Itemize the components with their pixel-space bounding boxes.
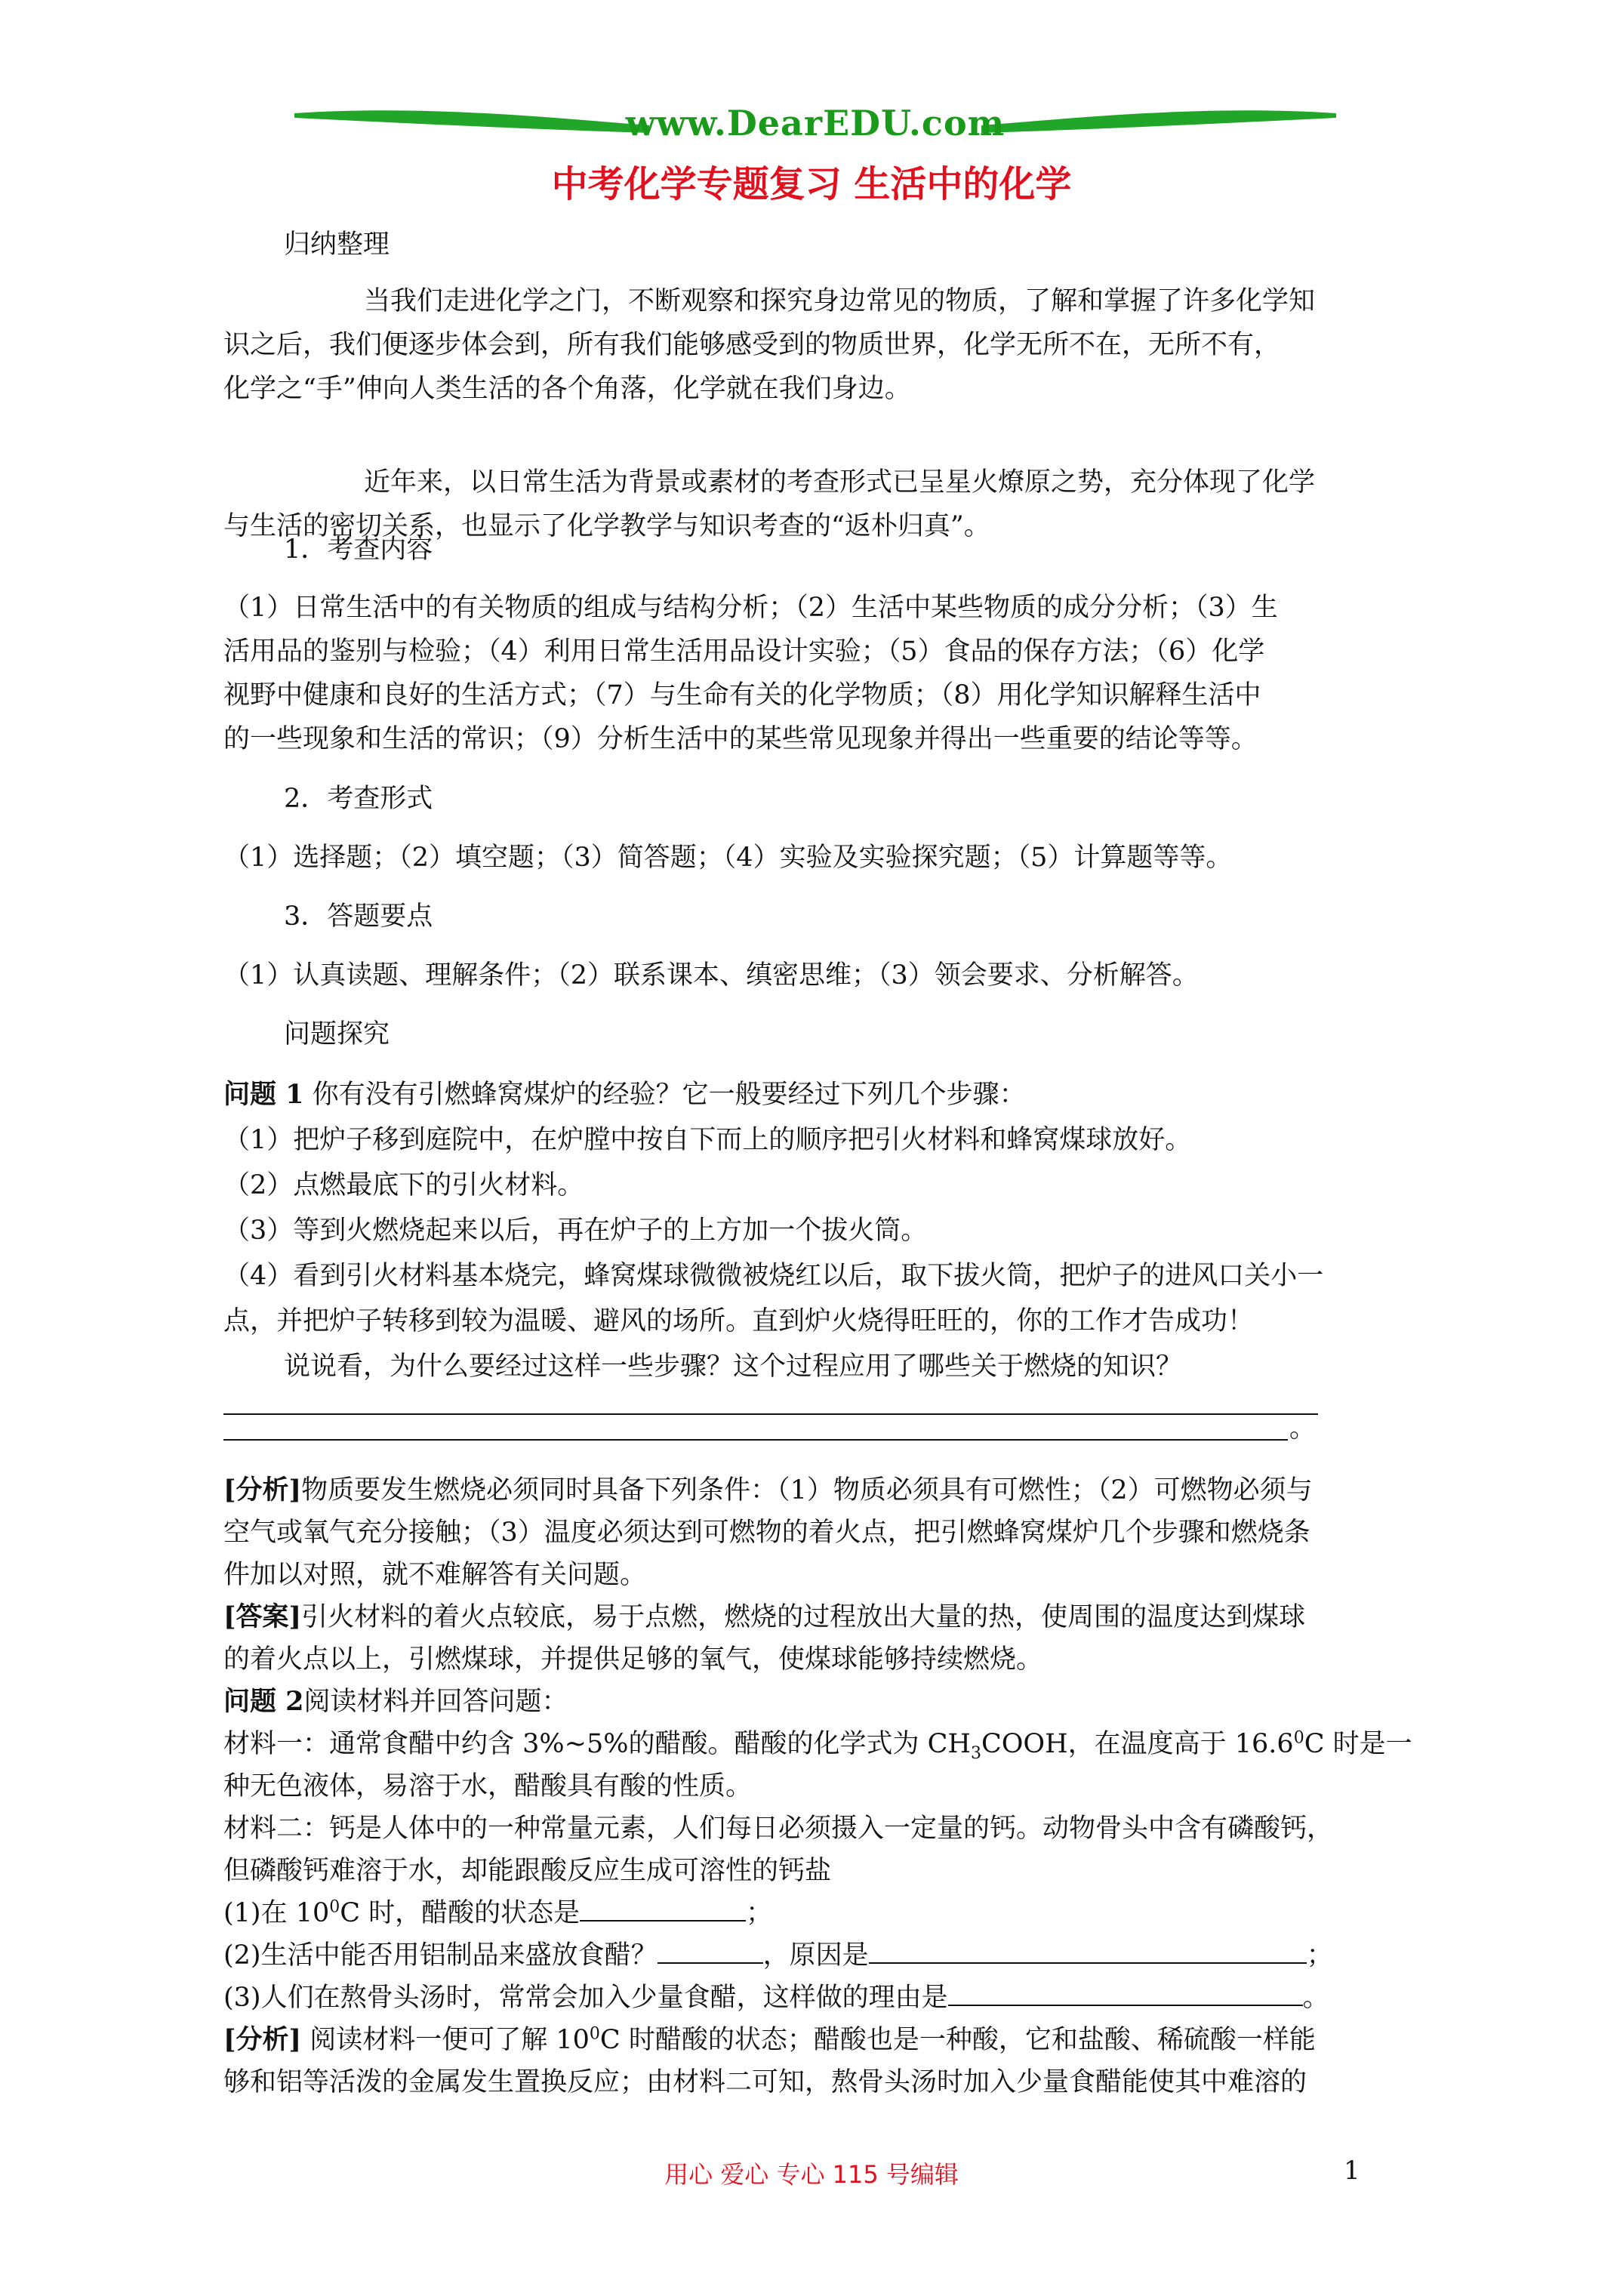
answer-line-1 [223, 1413, 1318, 1415]
question-label: 问题 1 [223, 1079, 304, 1110]
question-2-intro: 问题 2阅读材料并回答问题： [223, 1686, 568, 1717]
section-2-heading: 2．考查形式 [284, 784, 433, 814]
page-number: 1 [1344, 2156, 1360, 2186]
text-line: 够和铝等活泼的金属发生置换反应；由材料二可知，熬骨头汤时加入少量食醋能使其中难溶的 [223, 2067, 1307, 2097]
question-2-analysis: [分析] 阅读材料一便可了解 $10^0C$ 时醋酸的状态；醋酸也是一种酸，它和盐酸、稀硫酸一样能 [223, 2024, 1316, 2055]
intro-paragraph-1 [223, 279, 1315, 411]
text-line: 活用品的鉴别与检验；（4）利用日常生活用品设计实验；（5）食品的保存方法；（6）化学 [223, 636, 1265, 667]
question-1-answer: [答案]引火材料的着火点较底，易于点燃，燃烧的过程放出大量的热，使周围的温度达到煤球 [223, 1601, 1306, 1632]
answer-line-end: 。 [1289, 1413, 1317, 1444]
text-line: 种无色液体，易溶于水，醋酸具有酸的性质。 [223, 1771, 753, 1801]
summary-heading: 归纳整理 [284, 230, 390, 260]
material-1: 材料一：通常食醋中约含 3%~5%的醋酸。醋酸的化学式为 $CH_3COOH$，在温度高于 16.6$^0$C 时是一 [223, 1728, 1412, 1763]
section-3-content: （1）认真读题、理解条件；（2）联系课本、缜密思维；（3）领会要求、分析解答。 [223, 960, 1199, 991]
site-url: www.DearEDU.com [625, 103, 1006, 143]
section-3-heading: 3．答题要点 [284, 901, 433, 932]
text-line: 与生活的密切关系，也显示了化学教学与知识考查的“返朴归真”。 [223, 511, 990, 541]
question-1-intro: 问题 1 你有没有引燃蜂窝煤炉的经验？它一般要经过下列几个步骤： [223, 1079, 1026, 1110]
step-3: （3）等到火燃烧起来以后，再在炉子的上方加一个拔火筒。 [223, 1216, 928, 1246]
text-line: 件加以对照，就不难解答有关问题。 [223, 1560, 647, 1590]
question-label: 问题 2 [223, 1686, 304, 1717]
text-line: 识之后，我们便逐步体会到，所有我们能够感受到的物质世界，化学无所不在，无所不有， [223, 330, 1281, 360]
site-banner [294, 97, 1336, 149]
blank-1[interactable] [580, 1897, 746, 1922]
analysis-label: [分析] [223, 1475, 302, 1505]
text-line: 视野中健康和良好的生活方式；（7）与生命有关的化学物质；（8）用化学知识解释生活中 [223, 680, 1261, 710]
section-2-content: （1）选择题；（2）填空题；（3）简答题；（4）实验及实验探究题；（5）计算题等等。 [223, 843, 1233, 873]
step-2: （2）点燃最底下的引火材料。 [223, 1170, 584, 1200]
page-title: 中考化学专题复习 生活中的化学 [551, 163, 1072, 205]
section-1-heading: 1．考查内容 [284, 535, 433, 565]
text-line: （1）日常生活中的有关物质的组成与结构分析；（2）生活中某些物质的成分分析；（3）生 [223, 593, 1278, 623]
sub-question-1: (1)在 $10^0C$ 时，醋酸的状态是 ； [223, 1897, 773, 1928]
text-line: 当我们走进化学之门，不断观察和探究身边常见的物质，了解和掌握了许多化学知 [364, 286, 1316, 316]
text-line: 空气或氧气充分接触；（3）温度必须达到可燃物的着火点，把引燃蜂窝煤炉几个步骤和燃烧条 [223, 1518, 1310, 1548]
text-line: 的着火点以上，引燃煤球，并提供足够的氧气，使煤球能够持续燃烧。 [223, 1644, 1043, 1675]
step-1: （1）把炉子移到庭院中，在炉膛中按自下而上的顺序把引火材料和蜂窝煤球放好。 [223, 1125, 1192, 1155]
blank-4[interactable] [948, 1982, 1303, 2006]
question-1 [223, 1072, 1323, 1389]
question-1-analysis: [分析]物质要发生燃烧必须同时具备下列条件：（1）物质必须具有可燃性；（2）可燃物必须与 空气或氧气充分接触；（3）温度必须达到可燃物的着火点，把引燃蜂窝煤炉几个步骤和燃烧条 件加以对照，就不难解答有关问题。 [答案]引火材料的着火点较底，易于点燃，燃烧的过程放出大量的热，使周围的温度达到煤球 的着火点以上，引燃煤球，并提供足够的氧气，使煤球能够持续燃烧。 问题 2阅读材料并回答问题： 材料一：通常食醋中约含 3%~5%的醋酸。醋酸的化学式为 $CH_3COOH$，在温度高于 16.6$^0$C 时是一 种无色液体，易溶于水，醋酸具有酸的性质。 材料二：钙是人体中的一种常量元素，人们每日必须摄入一定量的钙。动物骨头中含有磷酸钙， 但磷酸钙难溶于水，却能跟酸反应生成可溶性的钙盐 (1)在 $10^0C$ 时，醋酸的状态是 ； (2)生活中能否用铝制品来盛放食醋？ ，原因是 ； (3)人们在熬骨头汤时，常常会加入少量食醋，这样做的理由是 。 [分析] 阅读材料一便可了解 $10^0C$ 时醋酸的状态；醋酸也是一种酸，它和盐酸、稀硫酸一样能 够和铝等活泼的金属发生置换反应；由材料二可知，熬骨头汤时加入少量食醋能使其中难溶的 [223, 1469, 1412, 2103]
section-1-content [223, 586, 1278, 761]
blank-2[interactable] [658, 1940, 763, 1964]
step-4-cont: 点，并把炉子转移到较为温暖、避风的场所。直到炉火烧得旺旺的，你的工作才告成功！ [223, 1306, 1255, 1336]
text-line: 近年来，以日常生活为背景或素材的考查形式已呈星火燎原之势，充分体现了化学 [364, 467, 1316, 498]
analysis-label: [分析] [223, 2024, 302, 2055]
answer-line-2 [223, 1439, 1288, 1441]
sub-question-2: (2)生活中能否用铝制品来盛放食醋？ ，原因是 ； [223, 1940, 1333, 1971]
blank-3[interactable] [869, 1940, 1307, 1964]
text-line: 的一些现象和生活的常识；（9）分析生活中的某些常见现象并得出一些重要的结论等等。 [223, 724, 1258, 754]
text-line: 但磷酸钙难溶于水，却能跟酸反应生成可溶性的钙盐 [223, 1856, 832, 1886]
material-2: 材料二：钙是人体中的一种常量元素，人们每日必须摄入一定量的钙。动物骨头中含有磷酸钙， [223, 1814, 1334, 1844]
answer-label: [答案] [223, 1601, 302, 1632]
text-line: 化学之“手”伸向人类生活的各个角落，化学就在我们身边。 [223, 374, 911, 404]
page-footer: 用心 爱心 专心 115 号编辑 [664, 2160, 959, 2189]
step-4: （4）看到引火材料基本烧完，蜂窝煤球微微被烧红以后，取下拔火筒，把炉子的进风口关小一 [223, 1261, 1324, 1291]
explore-heading: 问题探究 [284, 1019, 390, 1049]
question-1-prompt: 说说看，为什么要经过这样一些步骤？这个过程应用了哪些关于燃烧的知识？ [284, 1351, 1183, 1382]
sub-question-3: (3)人们在熬骨头汤时，常常会加入少量食醋，这样做的理由是 。 [223, 1983, 1329, 2013]
